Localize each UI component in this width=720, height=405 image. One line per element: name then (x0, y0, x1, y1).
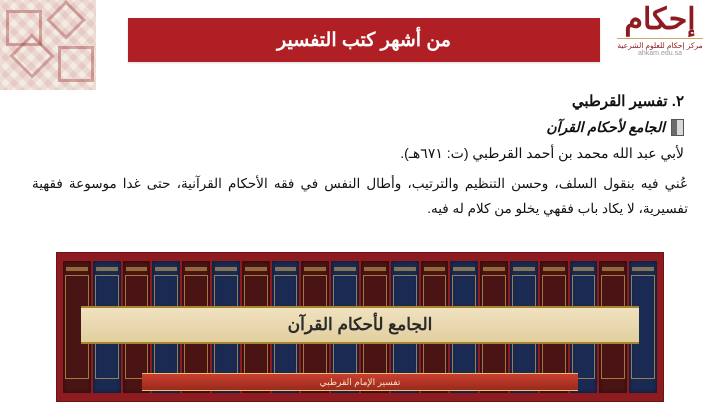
photo-banner-title: الجامع لأحكام القرآن (81, 306, 639, 344)
section-heading: ٢. تفسير القرطبي (571, 93, 684, 110)
book-icon (671, 119, 684, 136)
slide-title-bar (128, 18, 600, 62)
logo-wordmark: إحكام (624, 3, 696, 36)
book-title-text: الجامع لأحكام القرآن (546, 119, 665, 135)
description-paragraph: عُني فيه بنقول السلف، وحسن التنظيم والترتيب، وأطال النفس في فقه الأحكام القرآنية، حتى غدا موسوعة فقهية تفسيرية، لا يكاد باب فقهي يخلو من كلام له فيه. (32, 176, 688, 216)
book-title-line (28, 119, 692, 136)
author-line: لأبي عبد الله محمد بن أحمد القرطبي (ت: ٦٧١هـ). (400, 145, 684, 161)
decorative-pattern-band (0, 0, 96, 90)
pattern-square (46, 0, 86, 40)
logo-subtitle: مركز إحكام للعلوم الشرعية (617, 40, 703, 50)
logo-website: ahkam.edu.sa (638, 49, 682, 57)
slide-body (28, 92, 692, 222)
logo-divider (617, 38, 703, 39)
page-title: من أشهر كتب التفسير (277, 29, 451, 51)
pattern-square (58, 46, 94, 82)
photo-banner-subtitle: تفسير الإمام القرطبي (142, 373, 578, 391)
brand-logo (608, 4, 712, 58)
book-volumes-photo (56, 252, 664, 402)
